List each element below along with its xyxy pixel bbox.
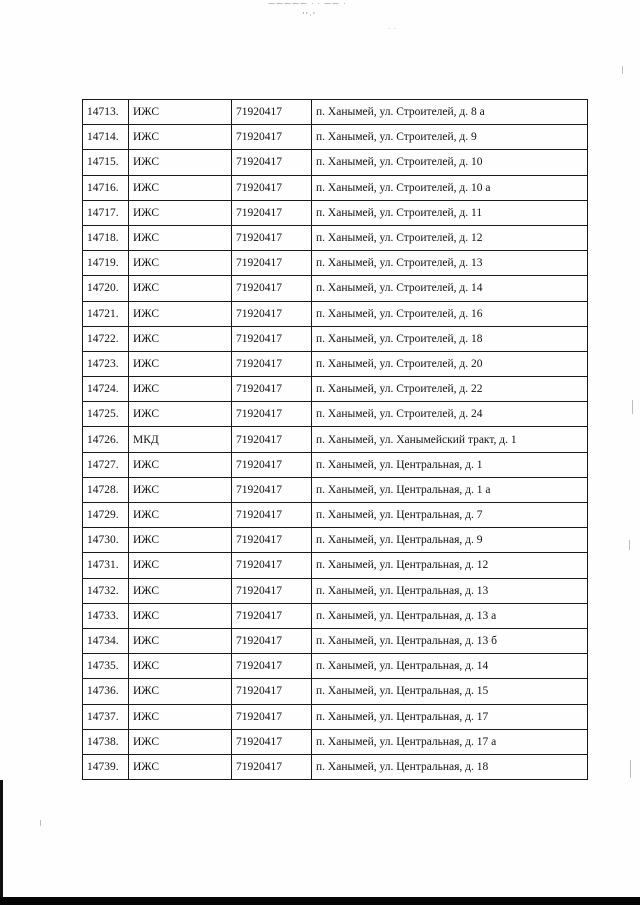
table-row xyxy=(83,125,588,150)
table-row xyxy=(83,351,588,376)
territory-code-cell: 71920417 xyxy=(232,351,312,376)
address-cell: п. Ханымей, ул. Строителей, д. 11 xyxy=(312,200,588,225)
building-type-cell: ИЖС xyxy=(129,402,232,427)
row-number-cell: 14716. xyxy=(83,175,129,200)
address-cell: п. Ханымей, ул. Строителей, д. 20 xyxy=(312,351,588,376)
address-cell: п. Ханымей, ул. Центральная, д. 9 xyxy=(312,528,588,553)
address-cell: п. Ханымей, ул. Центральная, д. 7 xyxy=(312,503,588,528)
row-number-cell: 14723. xyxy=(83,351,129,376)
table-row xyxy=(83,704,588,729)
address-cell: п. Ханымей, ул. Центральная, д. 17 а xyxy=(312,729,588,754)
table-row xyxy=(83,276,588,301)
table-row xyxy=(83,477,588,502)
row-number-cell: 14737. xyxy=(83,704,129,729)
building-type-cell: ИЖС xyxy=(129,377,232,402)
building-type-cell: ИЖС xyxy=(129,125,232,150)
building-type-cell: ИЖС xyxy=(129,679,232,704)
territory-code-cell: 71920417 xyxy=(232,452,312,477)
territory-code-cell: 71920417 xyxy=(232,477,312,502)
row-number-cell: 14731. xyxy=(83,553,129,578)
row-number-cell: 14715. xyxy=(83,150,129,175)
address-cell: п. Ханымей, ул. Строителей, д. 13 xyxy=(312,251,588,276)
row-number-cell: 14718. xyxy=(83,225,129,250)
building-type-cell: ИЖС xyxy=(129,276,232,301)
territory-code-cell: 71920417 xyxy=(232,200,312,225)
territory-code-cell: 71920417 xyxy=(232,528,312,553)
row-number-cell: 14714. xyxy=(83,125,129,150)
building-type-cell: ИЖС xyxy=(129,578,232,603)
address-cell: п. Ханымей, ул. Центральная, д. 13 а xyxy=(312,603,588,628)
row-number-cell: 14724. xyxy=(83,377,129,402)
address-cell: п. Ханымей, ул. Строителей, д. 8 а xyxy=(312,100,588,125)
building-type-cell: ИЖС xyxy=(129,477,232,502)
row-number-cell: 14721. xyxy=(83,301,129,326)
building-type-cell: ИЖС xyxy=(129,225,232,250)
scan-artifact: · · xyxy=(388,26,397,33)
building-type-cell: ИЖС xyxy=(129,654,232,679)
row-number-cell: 14727. xyxy=(83,452,129,477)
table-row xyxy=(83,402,588,427)
territory-code-cell: 71920417 xyxy=(232,402,312,427)
territory-code-cell: 71920417 xyxy=(232,150,312,175)
building-type-cell: ИЖС xyxy=(129,326,232,351)
building-type-cell: ИЖС xyxy=(129,100,232,125)
row-number-cell: 14732. xyxy=(83,578,129,603)
territory-code-cell: 71920417 xyxy=(232,754,312,779)
table-row xyxy=(83,326,588,351)
building-type-cell: МКД xyxy=(129,427,232,452)
territory-code-cell: 71920417 xyxy=(232,377,312,402)
address-cell: п. Ханымей, ул. Центральная, д. 12 xyxy=(312,553,588,578)
building-type-cell: ИЖС xyxy=(129,603,232,628)
territory-code-cell: 71920417 xyxy=(232,603,312,628)
scan-edge-shadow xyxy=(0,780,3,900)
territory-code-cell: 71920417 xyxy=(232,326,312,351)
scan-artifact: ʼʼ·ʼ xyxy=(302,11,317,20)
territory-code-cell: 71920417 xyxy=(232,628,312,653)
address-cell: п. Ханымей, ул. Центральная, д. 13 б xyxy=(312,628,588,653)
row-number-cell: 14722. xyxy=(83,326,129,351)
scan-artifact xyxy=(629,540,630,550)
row-number-cell: 14738. xyxy=(83,729,129,754)
register-table-body xyxy=(83,100,588,780)
row-number-cell: 14725. xyxy=(83,402,129,427)
territory-code-cell: 71920417 xyxy=(232,503,312,528)
building-type-cell: ИЖС xyxy=(129,452,232,477)
address-cell: п. Ханымей, ул. Центральная, д. 13 xyxy=(312,578,588,603)
building-type-cell: ИЖС xyxy=(129,628,232,653)
address-cell: п. Ханымей, ул. Центральная, д. 14 xyxy=(312,654,588,679)
building-type-cell: ИЖС xyxy=(129,553,232,578)
row-number-cell: 14726. xyxy=(83,427,129,452)
scan-artifact xyxy=(622,66,623,74)
building-type-cell: ИЖС xyxy=(129,528,232,553)
table-row xyxy=(83,603,588,628)
row-number-cell: 14719. xyxy=(83,251,129,276)
building-type-cell: ИЖС xyxy=(129,729,232,754)
address-cell: п. Ханымей, ул. Ханымейский тракт, д. 1 xyxy=(312,427,588,452)
table-row xyxy=(83,503,588,528)
territory-code-cell: 71920417 xyxy=(232,654,312,679)
row-number-cell: 14713. xyxy=(83,100,129,125)
address-cell: п. Ханымей, ул. Строителей, д. 24 xyxy=(312,402,588,427)
territory-code-cell: 71920417 xyxy=(232,729,312,754)
address-cell: п. Ханымей, ул. Центральная, д. 17 xyxy=(312,704,588,729)
table-row xyxy=(83,729,588,754)
row-number-cell: 14734. xyxy=(83,628,129,653)
scan-artifact xyxy=(630,760,631,778)
address-cell: п. Ханымей, ул. Строителей, д. 10 xyxy=(312,150,588,175)
table-row xyxy=(83,100,588,125)
table-row xyxy=(83,175,588,200)
table-row xyxy=(83,578,588,603)
row-number-cell: 14736. xyxy=(83,679,129,704)
table-row xyxy=(83,679,588,704)
territory-code-cell: 71920417 xyxy=(232,100,312,125)
table-row xyxy=(83,377,588,402)
address-cell: п. Ханымей, ул. Строителей, д. 10 а xyxy=(312,175,588,200)
address-cell: п. Ханымей, ул. Строителей, д. 9 xyxy=(312,125,588,150)
scan-bottom-edge xyxy=(0,897,640,905)
table-row xyxy=(83,427,588,452)
table-row xyxy=(83,452,588,477)
table-row xyxy=(83,528,588,553)
table-row xyxy=(83,251,588,276)
territory-code-cell: 71920417 xyxy=(232,704,312,729)
row-number-cell: 14735. xyxy=(83,654,129,679)
scan-artifact: ⁓⁓⁓⁓⁓ · · ⁓⁓ · xyxy=(268,0,347,8)
building-type-cell: ИЖС xyxy=(129,754,232,779)
territory-code-cell: 71920417 xyxy=(232,427,312,452)
territory-code-cell: 71920417 xyxy=(232,276,312,301)
scan-artifact xyxy=(632,400,633,414)
register-table xyxy=(82,99,588,780)
territory-code-cell: 71920417 xyxy=(232,553,312,578)
building-type-cell: ИЖС xyxy=(129,150,232,175)
address-cell: п. Ханымей, ул. Центральная, д. 18 xyxy=(312,754,588,779)
territory-code-cell: 71920417 xyxy=(232,301,312,326)
row-number-cell: 14717. xyxy=(83,200,129,225)
address-cell: п. Ханымей, ул. Центральная, д. 1 xyxy=(312,452,588,477)
territory-code-cell: 71920417 xyxy=(232,251,312,276)
table-row xyxy=(83,150,588,175)
row-number-cell: 14720. xyxy=(83,276,129,301)
table-row xyxy=(83,754,588,779)
row-number-cell: 14730. xyxy=(83,528,129,553)
address-cell: п. Ханымей, ул. Строителей, д. 16 xyxy=(312,301,588,326)
address-cell: п. Ханымей, ул. Центральная, д. 15 xyxy=(312,679,588,704)
building-type-cell: ИЖС xyxy=(129,301,232,326)
address-cell: п. Ханымей, ул. Строителей, д. 18 xyxy=(312,326,588,351)
building-type-cell: ИЖС xyxy=(129,251,232,276)
table-row xyxy=(83,200,588,225)
table-row xyxy=(83,628,588,653)
address-cell: п. Ханымей, ул. Строителей, д. 14 xyxy=(312,276,588,301)
row-number-cell: 14729. xyxy=(83,503,129,528)
table-row xyxy=(83,553,588,578)
table-row xyxy=(83,654,588,679)
territory-code-cell: 71920417 xyxy=(232,125,312,150)
building-type-cell: ИЖС xyxy=(129,704,232,729)
territory-code-cell: 71920417 xyxy=(232,578,312,603)
building-type-cell: ИЖС xyxy=(129,351,232,376)
address-cell: п. Ханымей, ул. Строителей, д. 22 xyxy=(312,377,588,402)
territory-code-cell: 71920417 xyxy=(232,175,312,200)
table-row xyxy=(83,301,588,326)
territory-code-cell: 71920417 xyxy=(232,225,312,250)
address-cell: п. Ханымей, ул. Строителей, д. 12 xyxy=(312,225,588,250)
building-type-cell: ИЖС xyxy=(129,200,232,225)
row-number-cell: 14739. xyxy=(83,754,129,779)
building-type-cell: ИЖС xyxy=(129,503,232,528)
scan-artifact xyxy=(40,820,41,826)
address-cell: п. Ханымей, ул. Центральная, д. 1 а xyxy=(312,477,588,502)
territory-code-cell: 71920417 xyxy=(232,679,312,704)
table-row xyxy=(83,225,588,250)
row-number-cell: 14728. xyxy=(83,477,129,502)
row-number-cell: 14733. xyxy=(83,603,129,628)
building-type-cell: ИЖС xyxy=(129,175,232,200)
